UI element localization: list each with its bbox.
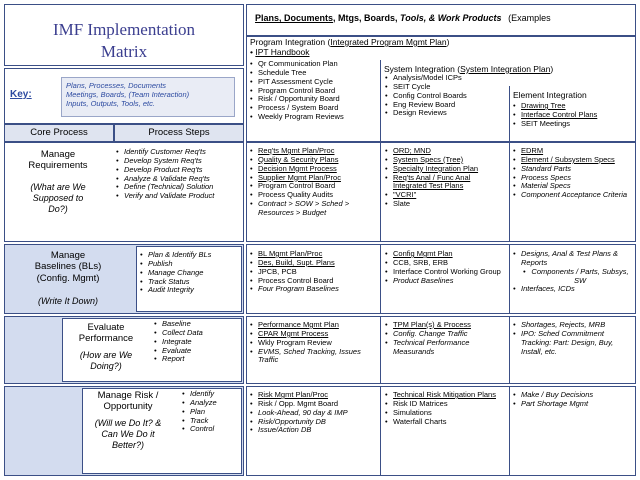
core-process-header: Core Process: [4, 124, 114, 142]
row-performance-steps: [154, 320, 242, 364]
system-integration-list: [385, 74, 505, 118]
list-item: • Integrate: [154, 338, 242, 347]
list-item: • Product Baselines: [385, 277, 505, 286]
row-performance-name: Evaluate Performance: [78, 322, 134, 345]
list-item: • Config Control Boards: [385, 92, 505, 101]
list-item: • Req'ts Anal / Func Anal Integrated Test Plans: [385, 174, 505, 192]
list-item: • Shortages, Rejects, MRB: [513, 321, 633, 330]
element-integration-title: Element Integration: [513, 90, 587, 100]
row-risk-element: [513, 391, 633, 409]
list-item: • Collect Data: [154, 329, 242, 338]
matrix-title-line2: Matrix: [100, 42, 148, 61]
list-item: • Req'ts Mgmt Plan/Proc: [250, 147, 378, 156]
list-item: • Drawing Tree: [513, 102, 633, 111]
program-integration-list: [250, 60, 374, 122]
list-item: • Process Specs: [513, 174, 633, 183]
row-requirements-steps: [116, 148, 244, 201]
divider: [509, 244, 510, 314]
list-item: • Four Program Baselines: [250, 285, 378, 294]
list-item: • Risk / Opportunity Board: [250, 95, 374, 104]
list-item: • Look-Ahead, 90 day & IMP: [250, 409, 378, 418]
list-item: • Risk ID Matrices: [385, 400, 505, 409]
list-item: • Slate: [385, 200, 505, 209]
ipt-handbook: IPT Handbook: [255, 46, 310, 57]
list-item: • ORD; MND: [385, 147, 505, 156]
process-steps-header: Process Steps: [114, 124, 244, 142]
list-item: • Eng Review Board: [385, 101, 505, 110]
row-risk-system: [385, 391, 505, 426]
list-item: • Material Specs: [513, 182, 633, 191]
list-item: • Process / System Board: [250, 104, 374, 113]
list-item: • Manage Change: [140, 269, 240, 278]
list-item: Components / Parts, Subsys, SW: [531, 266, 629, 285]
divider: [509, 142, 510, 242]
divider: [509, 86, 510, 142]
list-item: • Risk/Opportunity DB: [250, 418, 378, 427]
list-item: • Specialty Integration Plan: [385, 165, 505, 174]
list-item: • Develop Product Req'ts: [116, 166, 244, 175]
list-item: • Element / Subsystem Specs: [513, 156, 633, 165]
list-item: • Simulations: [385, 409, 505, 418]
list-item: • Quality & Security Plans: [250, 156, 378, 165]
list-item: • Analysis/Model ICPs: [385, 74, 505, 83]
list-item: • EDRM: [513, 147, 633, 156]
divider: [509, 316, 510, 384]
plans-header-mtgs: , Mtgs, Boards,: [333, 13, 398, 23]
list-item: • Process Control Board: [250, 277, 378, 286]
row-baselines-name: Manage Baselines (BLs) (Config. Mgmt): [34, 250, 102, 284]
list-item: • "VCRI": [385, 191, 505, 200]
list-item: • Identify Customer Req'ts: [116, 148, 244, 157]
list-item: Designs, Anal & Test Plans & Reports: [521, 249, 618, 267]
row-requirements-element: [513, 147, 633, 200]
list-item: • Make / Buy Decisions: [513, 391, 633, 400]
row-baselines-element: • Designs, Anal & Test Plans & Reports • Components / Parts, Subsys, SW • Interfaces, ICDs: [513, 249, 629, 294]
key-line3: Inputs, Outputs, Tools, etc.: [66, 99, 155, 109]
row-requirements-question: (What are We Supposed to Do?): [30, 182, 86, 214]
row-performance-system: [385, 321, 505, 356]
list-item: • Identify: [182, 390, 242, 399]
divider: [509, 386, 510, 476]
list-item: • EVMS, Sched Tracking, Issues Traffic: [250, 348, 378, 366]
row-performance-question: (How are We Doing?): [79, 350, 133, 371]
row-performance-program: [250, 321, 378, 365]
list-item: • Qr Communication Plan: [250, 60, 374, 69]
list-item: • Baseline: [154, 320, 242, 329]
row-requirements-program: [250, 147, 378, 218]
list-item: • Control: [182, 425, 242, 434]
plans-header-tools: Tools, & Work Products: [397, 13, 502, 23]
list-item: • Schedule Tree: [250, 69, 374, 78]
row-requirements-system: [385, 147, 505, 209]
row-requirements-name: Manage Requirements: [28, 149, 88, 172]
divider: [380, 142, 381, 242]
list-item: • CPAR Mgmt Process: [250, 330, 378, 339]
list-item: • Waterfall Charts: [385, 418, 505, 427]
divider: [380, 386, 381, 476]
list-item: • Program Control Board: [250, 182, 378, 191]
list-item: • Component Acceptance Criteria: [513, 191, 633, 200]
plans-header-box: [246, 4, 636, 36]
list-item: Interfaces, ICDs: [521, 284, 575, 294]
list-item: • Audit Integrity: [140, 286, 240, 295]
list-item: • Config. Change Traffic: [385, 330, 505, 339]
list-item: • Weekly Program Reviews: [250, 113, 374, 122]
element-integration-list: [513, 102, 633, 129]
list-item: • Supplier Mgmt Plan/Proc: [250, 174, 378, 183]
list-item: • Des, Build, Supt. Plans: [250, 259, 378, 268]
row-risk-program: [250, 391, 378, 435]
list-item: • JPCB, PCB: [250, 268, 378, 277]
list-item: • Contract > SOW > Sched > Resources > Budget: [250, 200, 378, 218]
row-baselines-steps: [140, 251, 240, 295]
list-item: • Performance Mgmt Plan: [250, 321, 378, 330]
list-item: • Develop System Req'ts: [116, 157, 244, 166]
list-item: • Verify and Validate Product: [116, 192, 244, 201]
key-label: Key:: [10, 89, 32, 100]
divider: [380, 244, 381, 314]
matrix-title-box: [4, 4, 244, 66]
row-performance-element: [513, 321, 633, 356]
list-item: • Publish: [140, 260, 240, 269]
list-item: • Issue/Action DB: [250, 426, 378, 435]
list-item: • Report: [154, 355, 242, 364]
list-item: • Evaluate: [154, 347, 242, 356]
matrix-title-line1: IMF Implementation: [52, 20, 196, 39]
row-baselines-system: [385, 250, 505, 285]
list-item: • Design Reviews: [385, 109, 505, 118]
list-item: • Interface Control Working Group: [385, 268, 505, 277]
key-line1: Plans, Processes, Documents: [66, 81, 167, 90]
list-item: • Risk Mgmt Plan/Proc: [250, 391, 378, 400]
list-item: • Wkly Program Review: [250, 339, 378, 348]
program-integration-title: Program Integration (Integrated Program Mgmt Plan) • IPT Handbook: [250, 37, 450, 57]
list-item: • Define (Technical) Solution: [116, 183, 244, 192]
divider: [380, 316, 381, 384]
list-item: • Interface Control Plans: [513, 111, 633, 120]
list-item: • Config Mgmt Plan: [385, 250, 505, 259]
list-item: • Plan & Identify BLs: [140, 251, 240, 260]
list-item: • PIT Assessment Cycle: [250, 78, 374, 87]
list-item: • Part Shortage Mgmt: [513, 400, 633, 409]
list-item: • Process Quality Audits: [250, 191, 378, 200]
row-risk-question: (Will we Do It? & Can We Do it Better?): [94, 418, 162, 450]
list-item: • Technical Risk Mitigation Plans: [385, 391, 505, 400]
list-item: • SEIT Meetings: [513, 120, 633, 129]
list-item: • TPM Plan(s) & Process: [385, 321, 505, 330]
list-item: • Track Status: [140, 278, 240, 287]
system-integration-title: System Integration (System Integration Plan): [384, 64, 554, 74]
list-item: • Risk / Opp. Mgmt Board: [250, 400, 378, 409]
row-baselines-program: [250, 250, 378, 294]
key-line2: Meetings, Boards, (Team Interaction): [66, 90, 190, 100]
key-box: [4, 68, 244, 124]
key-legend: [61, 77, 235, 117]
list-item: • IPO: Sched Commitment Tracking: Part: Design, Buy, Install, etc.: [513, 330, 633, 357]
list-item: • Plan: [182, 408, 242, 417]
row-risk-name: Manage Risk / Opportunity: [97, 390, 159, 413]
list-item: • Analyze: [182, 399, 242, 408]
row-baselines-question: (Write It Down): [37, 296, 98, 306]
list-item: • Track: [182, 417, 242, 426]
list-item: • CCB, SRB, ERB: [385, 259, 505, 268]
plans-header-plans: Plans, Documents: [255, 13, 334, 23]
list-item: • Standard Parts: [513, 165, 633, 174]
list-item: • Program Control Board: [250, 87, 374, 96]
list-item: • System Specs (Tree): [385, 156, 505, 165]
list-item: • SEIT Cycle: [385, 83, 505, 92]
row-risk-steps: [182, 390, 242, 434]
list-item: • BL Mgmt Plan/Proc: [250, 250, 378, 259]
divider: [380, 60, 381, 142]
list-item: • Analyze & Validate Req'ts: [116, 175, 244, 184]
list-item: • Decision Mgmt Process: [250, 165, 378, 174]
plans-header-examples: (Examples: [508, 13, 551, 23]
list-item: • Technical Performance Measurands: [385, 339, 505, 357]
